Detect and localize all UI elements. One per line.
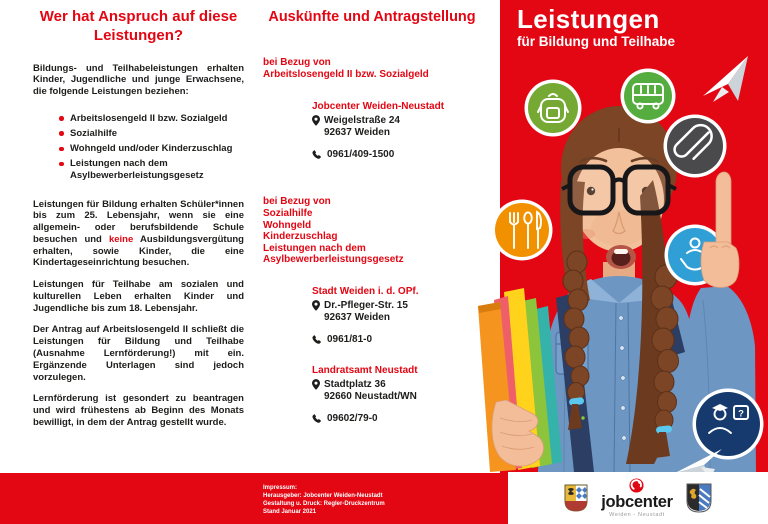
svg-text:?: ? (738, 408, 744, 420)
benefit-item: Arbeitslosengeld II bzw. Sozialgeld (59, 113, 235, 125)
backpack-badge (525, 80, 582, 137)
city: 92660 Neustadt/WN (324, 390, 417, 402)
antrag-paragraph: Der Antrag auf Arbeitslosengeld II schließt die Leistungen für Bildung und Teilhabe (Ausnahme Lernförderung!) mit ein. Ergänzende Unterlagen sind jedoch vorzulegen. (33, 324, 244, 383)
contact-stadt-weiden (312, 286, 481, 345)
location-pin-icon (312, 379, 320, 390)
weiden-coat-of-arms (564, 484, 588, 512)
jobcenter-logo-text: jobcenter (601, 493, 673, 511)
phone-number: 0961/409-1500 (327, 149, 395, 161)
contact-name: Stadt Weiden i. d. OPf. (312, 285, 419, 297)
teilhabe-paragraph: Leistungen für Teilhabe am sozialen und kulturellen Leben erhalten Kinder und Jugendliche bis zum 18. Lebensjahr. (33, 279, 244, 314)
phone-icon (312, 414, 321, 423)
girl-photo (470, 0, 768, 524)
jobcenter-logo (601, 478, 673, 518)
location-pin-icon (312, 300, 320, 311)
phone-number: 0961/81-0 (327, 333, 373, 345)
cover-footer (508, 472, 768, 524)
intro-paragraph: Bildungs- und Teilhabeleistungen erhalten Kinder, Jugendliche und junge Erwachsene, die folgende Leistungen beziehen: (33, 62, 244, 98)
address-row (312, 115, 481, 139)
street: Weigelstraße 24 (324, 115, 400, 127)
benefit-list (59, 113, 235, 183)
bezug-label-alg2: bei Bezug von Arbeitslosengeld II bzw. Sozialgeld (263, 57, 429, 80)
contact-landratsamt (312, 365, 481, 424)
cover-panel (500, 0, 768, 524)
imprint: Impressum: Herausgeber: Jobcenter Weiden-Neustadt Gestaltung u. Druck: Regler-Druckzentrum Stand Januar 2021 (263, 485, 385, 516)
middle-column-title: Auskünfte und Antragstellung (268, 9, 476, 25)
bezug-label-sozialhilfe: bei Bezug von Sozialhilfe Wohngeld Kinderzuschlag Leistungen nach dem Asylbewerberleistungsgesetz (263, 196, 404, 266)
bullet-dot-icon (59, 147, 64, 152)
benefit-item: Leistungen nach dem Asylbewerberleistungsgesetz (59, 158, 235, 182)
contact-name: Landratsamt Neustadt (312, 364, 418, 376)
left-column-title: Wer hat Anspruch auf diese Leistungen? (39, 8, 238, 44)
paperclip-badge (664, 115, 727, 178)
location-pin-icon (312, 115, 320, 126)
street: Dr.-Pfleger-Str. 15 (324, 299, 408, 311)
left-column (33, 8, 244, 429)
cover-subtitle: für Bildung und Teilhabe (517, 34, 675, 50)
cover-title-block (517, 5, 675, 49)
jobcenter-logo-subtext: Weiden - Neustadt (609, 511, 665, 518)
city: 92637 Weiden (324, 127, 390, 139)
phone-icon (312, 335, 321, 344)
contact-name: Jobcenter Weiden-Neustadt (312, 101, 445, 113)
benefit-item: Sozialhilfe (59, 128, 235, 140)
lernfoerderung-paragraph: Lernförderung ist gesondert zu beantragen und wird frühestens ab Beginn des Monats bewilligt, in dem der Antrag gestellt wurde. (33, 393, 244, 428)
bullet-dot-icon (59, 131, 64, 136)
bullet-dot-icon (59, 116, 64, 121)
benefit-item: Wohngeld und/oder Kinderzuschlag (59, 143, 235, 155)
bildung-paragraph: Leistungen für Bildung erhalten Schüler*innen bis zum 25. Lebensjahr, wenn sie eine allgemein- oder berufsbildende Schule besuchen und keine Ausbildungsvergütung erhalten, sowie Kinder, die eine Kindertageseinrichtung besuchen. (33, 198, 244, 269)
middle-column (263, 8, 481, 424)
bullet-dot-icon (59, 162, 64, 167)
phone-row (312, 413, 481, 424)
highlight-keine: keine (108, 233, 134, 245)
bus-badge (621, 69, 676, 124)
neustadt-coat-of-arms (686, 483, 712, 513)
address-row (312, 379, 481, 403)
phone-number: 09602/79-0 (327, 412, 378, 424)
city: 92637 Weiden (324, 311, 390, 323)
address-row (312, 300, 481, 324)
tutoring-badge (693, 389, 764, 460)
cover-title: Leistungen (517, 4, 660, 34)
contact-jobcenter (312, 101, 481, 160)
ba-logo-icon (629, 478, 644, 493)
cutlery-badge (492, 200, 553, 261)
street: Stadtplatz 36 (324, 378, 386, 390)
phone-row (312, 334, 481, 345)
phone-icon (312, 150, 321, 159)
phone-row (312, 149, 481, 160)
